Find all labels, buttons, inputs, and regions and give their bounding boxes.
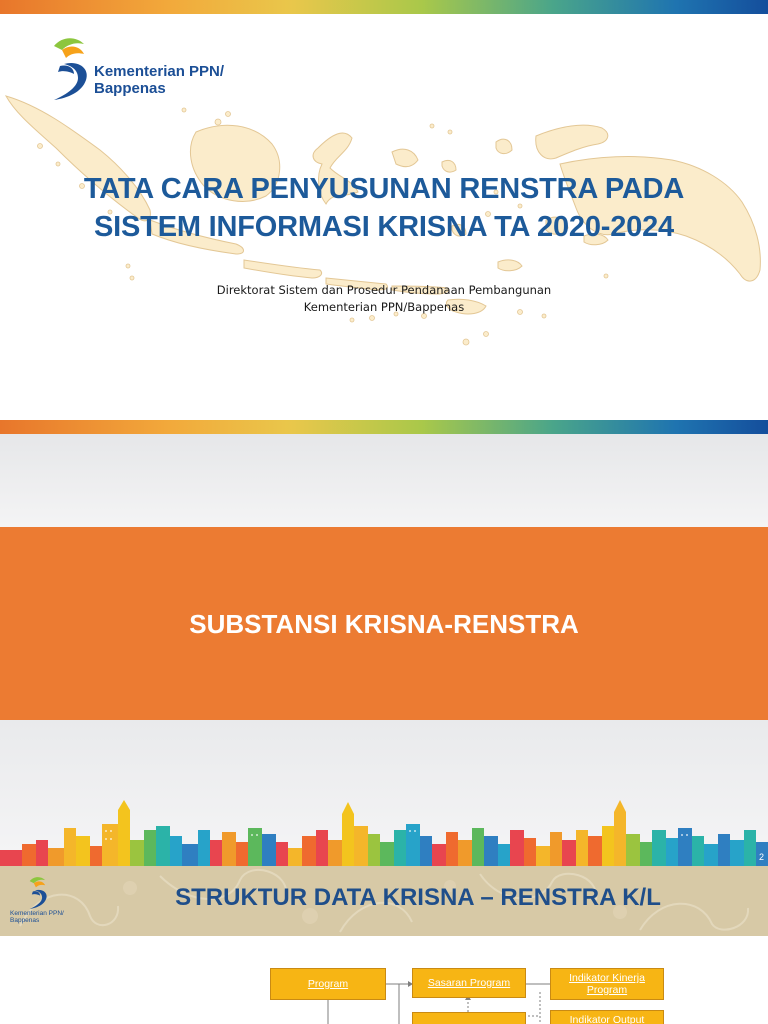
box-indikator-output-label: Indikator Output	[569, 1014, 645, 1024]
box-indikator-output	[550, 1010, 664, 1024]
logo-line-1: Kementerian PPN/	[94, 63, 225, 80]
section-title: SUBSTANSI KRISNA-RENSTRA	[189, 609, 579, 639]
logo-line-2: Bappenas	[10, 917, 40, 924]
subtitle-line-1: Direktorat Sistem dan Prosedur Pendanaan Pembangunan	[216, 283, 552, 297]
top-gradient-bar	[0, 420, 768, 434]
diagram-connectors	[0, 866, 768, 1024]
box-indikator-kinerja-label-2: Program	[586, 984, 628, 996]
box-sasaran-program	[412, 968, 526, 998]
section-band	[0, 527, 768, 720]
page-number: 2	[758, 852, 764, 862]
top-gradient-bar	[0, 0, 768, 14]
box-program-label: Program	[307, 978, 349, 990]
section-top-panel	[0, 434, 768, 527]
box-program	[270, 968, 386, 1000]
box-indikator-kinerja-program	[550, 968, 664, 1000]
bappenas-logo-icon	[50, 36, 94, 102]
city-skyline-icon	[0, 800, 768, 866]
slide-title-line-1: TATA CARA PENYUSUNAN RENSTRA PADA	[83, 173, 685, 205]
box-indikator-kinerja-label-1: Indikator Kinerja	[569, 972, 645, 984]
title-slide	[0, 0, 768, 420]
logo-line-2: Bappenas	[94, 80, 166, 97]
slide-title-line-2: SISTEM INFORMASI KRISNA TA 2020-2024	[94, 211, 674, 243]
slide-title: STRUKTUR DATA KRISNA – RENSTRA K/L	[175, 884, 661, 911]
slide-title	[0, 170, 768, 246]
box-sasaran-output	[412, 1012, 526, 1024]
bappenas-logo	[50, 36, 250, 104]
logo-line-1: Kementerian PPN/	[10, 910, 64, 917]
box-sasaran-program-label: Sasaran Program	[427, 977, 511, 989]
slide-subtitle	[0, 282, 768, 316]
logo-text	[94, 63, 224, 97]
section-slide	[0, 420, 768, 866]
subtitle-line-2: Kementerian PPN/Bappenas	[303, 300, 465, 314]
structure-slide	[0, 866, 768, 1024]
